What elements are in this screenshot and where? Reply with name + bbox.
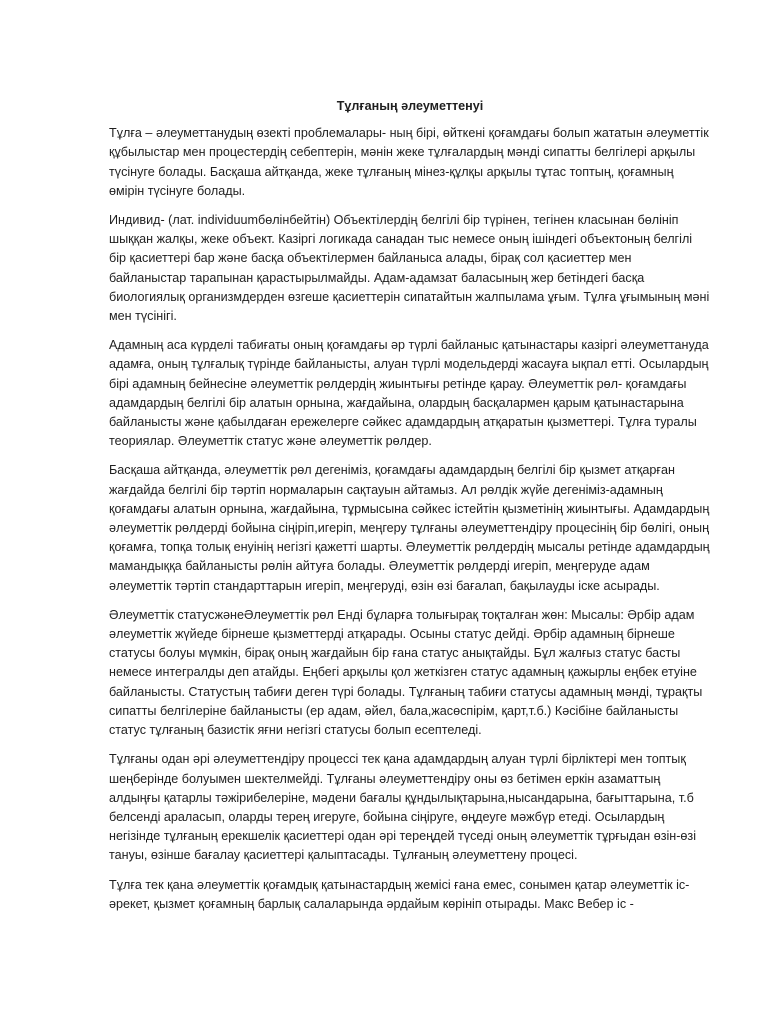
paragraph-7: Тұлға тек қана әлеуметтік қоғамдық қатынастардың жемісі ғана емес, сонымен қатар әлеуметтік іс- әрекет, қызмет қоғамның барлық салаларында әрдайым көрініп отырады. Макс Вебер іс - — [109, 877, 690, 911]
document-body — [109, 97, 711, 924]
paragraph-3: Адамның аса күрделі табиғаты оның қоғамдағы әр түрлі байланыс қатынастары казіргі әлеуметтануда адамға, оның тұлғалық түрінде байланысты, алуан түрлі модельдерді жасауға ықпал етті. Осылардың бірі адамның бейнесіне әлеуметтік рөлдердің жиынтығы ретінде қарау. Әлеуметтік рөл- қоғамдағы адамдардың белгілі бір алатын орнына, жағдайына, олардың басқалармен қарым қатынастарына байланысты және қабылдаған ережелерге сәйкес адамдардың атқаратын қызметтері. Тұлға туралы теориялар. Әлеуметтік статус және әлеуметтік рөлдер. — [109, 338, 709, 449]
paragraph-1: Тұлға – әлеуметтанудың өзекті проблемалары- ның бірі, өйткені қоғамдағы болып жататын әлеуметтік құбылыстар мен процестердің себептерін, мәнін жеке тұлғалардың мәнді сипатты белгілері арқылы түсінуге болады. Басқаша айтқанда, жеке тұлғаның мінез-құлқы арқылы тұтас топтың, қоғамның өмірін түсінуге болады. — [109, 126, 709, 198]
paragraph-6: Тұлғаны одан әрі әлеуметтендіру процессі тек қана адамдардың алуан түрлі бірліктері мен топтық шеңберінде болуымен шектелмейді. Тұлғаны әлеуметтендіру оны өз бетімен еркін азаматтың алдыңғы қатарлы тәжірибелеріне, мәдени бағалы құндылықтарына,нысандарына, бағыттарына, т.б белсенді араласып, оларды терең игеруге, бойына сіңіруге, өңдеуге мәжбүр етеді. Осылардың негізінде тұлғаның ерекшелік қасиеттері одан әрі тереңдей түседі оның әлеуметтік тұрғыдан өзін-өзі тануы, өзінше бағалау қасиеттері қалыптасады. Тұлғаның әлеуметтену процесі. — [109, 752, 696, 863]
paragraph-4: Басқаша айтқанда, әлеуметтік рөл дегеніміз, қоғамдағы адамдардың белгілі бір қызмет атқарған жағдайда белгілі бір тәртіп нормаларын сақтауын айтамыз. Ал рөлдік жүйе дегеніміз-адамның қоғамдағы алатын орнына, жағдайына, тұрмысына сәйкес істейтін қызметінің жиынтығы. Адамдардың әлеуметтік рөлдерді бойына сіңіріп,игеріп, меңгеру тұлғаны әлеуметтендіру процесінің бір бөлігі, оның қоғамға, топқа толық енуінің негізгі қажетті шарты. Әлеуметтік рөлдердің мысалы ретінде адамдардың мамандыққа байланысты рөлін айтуға болады. Әлеуметтік рөлдерді игеріп, меңгеруде адам әлеуметтік тәртіп стандарттарын игеріп, меңгеруді, өзін өзі бағалап, бақылауды іске асырады. — [109, 463, 710, 593]
paragraph-2: Индивид- (лат. individuumбөлінбейтін) Объектілердің белгілі бір түрінен, тегінен класынан бөлініп шыққан жалқы, жеке объект. Казіргі логикада санадан тыс немесе оның ішіндегі объектоның белгілі бір қасиеттері бар және басқа объектілермен байланыса алады, бірақ сол қасиеттер мен байланыстар тарапынан қарастырылмайды. Адам-адамзат баласының жер бетіндегі басқа биологиялық организмдерден өзгеше қасиеттерін сипатайтын жалпылама ұғым. Тұлға ұғымының мәні мен түсінігі. — [109, 213, 710, 324]
document-title: Тұлғаның әлеуметтенуі — [336, 99, 484, 113]
paragraph-5: Әлеуметтік статусжәнеӘлеуметтік рөл Енді бұларға толығырақ тоқталған жөн: Мысалы: Әрбір адам әлеуметтік жүйеде бірнеше қызметтерді атқарады. Осыны статус дейді. Әрбір адамның бірнеше статусы болуы мүмкін, бірақ оның жағдайын бір ғана статус анықтайды. Бұл жалғыз статус басты немесе интегралды деп атайды. Еңбегі арқылы қол жеткізген статус адамның қажырлы еңбек етуіне байланысты. Статустың табиғи деген түрі болады. Тұлғаның табиғи статусы адамның мәнді, тұрақты сипатты белгілеріне байланысты (ер адам, әйел, бала,жасөспірім, қарт,т.б.) Кәсібіне байланысты статус тұлғаның базистік яғни негізгі статусы болып есептеледі. — [109, 607, 703, 738]
